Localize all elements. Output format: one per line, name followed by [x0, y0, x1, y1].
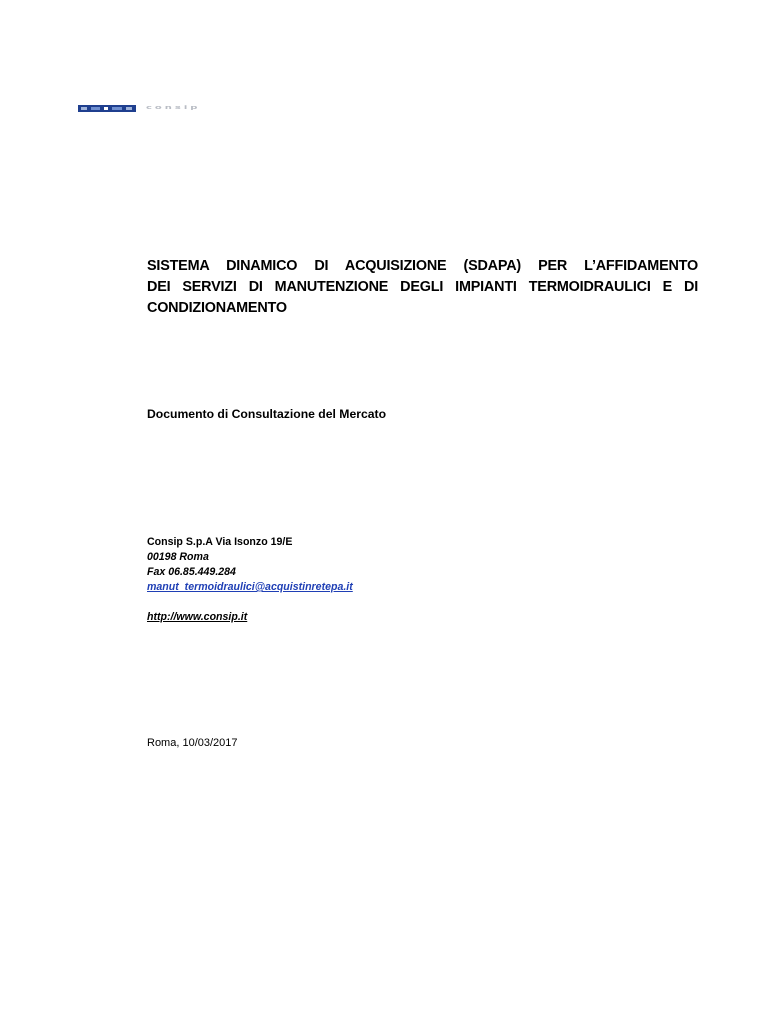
company-address: Consip S.p.A Via Isonzo 19/E — [147, 536, 293, 548]
consip-logo-wordmark: consip — [146, 104, 201, 111]
city-postcode: 00198 Roma — [147, 551, 209, 563]
contact-block — [147, 535, 353, 625]
consip-logo — [78, 103, 200, 113]
email-link[interactable]: manut_termoidraulici@acquistinretepa.it — [147, 581, 353, 593]
document-title — [147, 256, 707, 319]
document-title-line-2: DEI SERVIZI DI MANUTENZIONE DEGLI IMPIANTI TERMOIDRAULICI E DI — [147, 279, 698, 295]
fax-number: Fax 06.85.449.284 — [147, 566, 236, 578]
document-title-line-1: SISTEMA DINAMICO DI ACQUISIZIONE (SDAPA) PER L’AFFIDAMENTO — [147, 258, 698, 274]
document-title-line-3: CONDIZIONAMENTO — [147, 300, 287, 316]
consip-logo-mark-icon — [78, 105, 136, 112]
website-link[interactable]: http://www.consip.it — [147, 611, 248, 623]
document-subtitle: Documento di Consultazione del Mercato — [147, 407, 387, 421]
place-date: Roma, 10/03/2017 — [147, 737, 238, 749]
